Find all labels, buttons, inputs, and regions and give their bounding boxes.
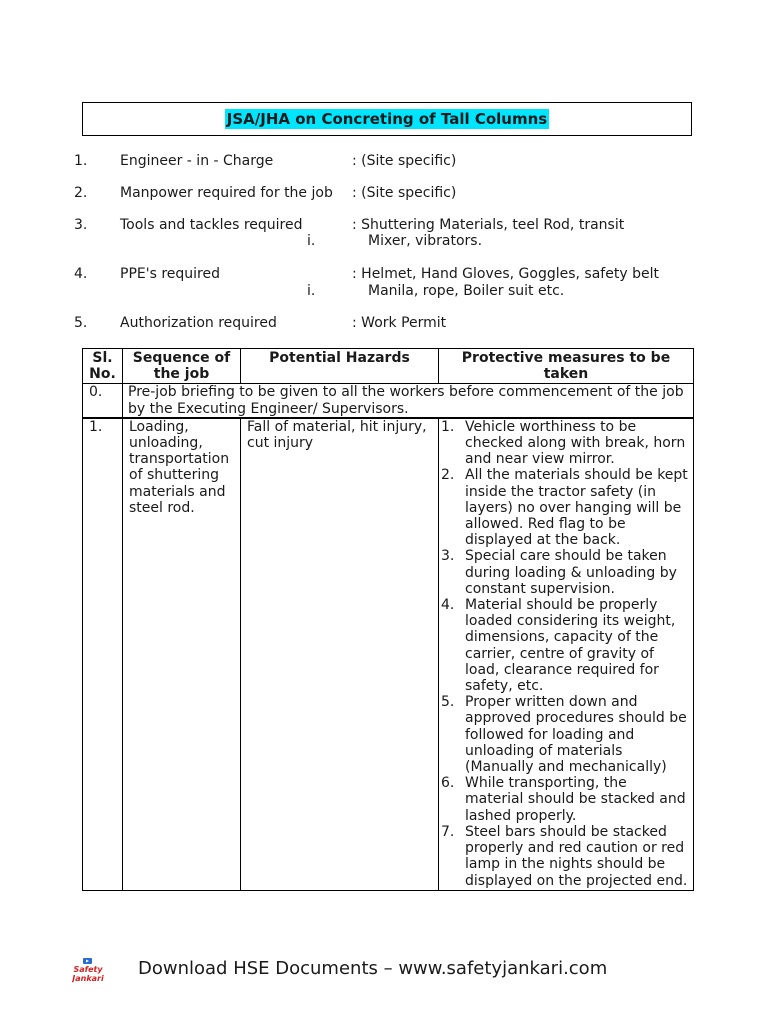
list-item: 6. While transporting, the material should be stacked and lashed properly. bbox=[441, 775, 686, 824]
cell-sl-no: 1. bbox=[83, 418, 123, 890]
document-title: JSA/JHA on Concreting of Tall Columns bbox=[226, 110, 548, 128]
info-label: Manpower required for the job bbox=[120, 185, 333, 201]
jsa-table bbox=[82, 348, 694, 891]
info-value-continued: Mixer, vibrators. bbox=[368, 233, 483, 249]
info-number: 4. bbox=[74, 266, 88, 282]
info-value: : Work Permit bbox=[352, 315, 447, 331]
info-label: PPE's required bbox=[120, 266, 220, 282]
info-value: : Helmet, Hand Gloves, Goggles, safety belt bbox=[352, 266, 659, 282]
list-item: 7. Steel bars should be stacked properly and red caution or red lamp in the nights should be displayed on the projected end. bbox=[441, 823, 688, 889]
list-item: 5. Proper written down and approved procedures should be followed for loading and unloading of materials (Manually and mechanically) bbox=[441, 694, 687, 776]
info-value-continued: Manila, rope, Boiler suit etc. bbox=[368, 283, 565, 299]
list-item: 1. Vehicle worthiness to be checked along with break, horn and near view mirror. bbox=[441, 418, 686, 468]
svg-text:Jankari: Jankari bbox=[72, 974, 104, 983]
info-label: Engineer - in - Charge bbox=[120, 153, 274, 169]
info-value: : (Site specific) bbox=[352, 185, 457, 201]
cell-measures bbox=[439, 418, 694, 890]
info-value: : (Site specific) bbox=[352, 153, 457, 169]
list-item: 4. Material should be properly loaded considering its weight, dimensions, capacity of the carrier, centre of gravity of load, clearance required for safety, etc. bbox=[441, 597, 676, 695]
cell-pre-job-briefing: Pre-job briefing to be given to all the workers before commencement of the job by the Executing Engineer/ Supervisors. bbox=[123, 384, 694, 418]
header-sl-no: Sl. No. bbox=[83, 349, 123, 384]
cell-sequence: Loading, unloading, transportation of shuttering materials and steel rod. bbox=[123, 418, 241, 890]
footer-download-text[interactable]: Download HSE Documents – www.safetyjankari.com bbox=[138, 958, 608, 979]
header-measures: Protective measures to be taken bbox=[439, 349, 694, 384]
list-item: 2. All the materials should be kept inside the tractor safety (in layers) no over hanging will be allowed. Red flag to be displayed at the back. bbox=[441, 467, 688, 549]
header-hazards: Potential Hazards bbox=[241, 349, 439, 384]
list-item: 3. Special care should be taken during loading & unloading by constant supervision. bbox=[441, 548, 677, 597]
info-value: : Shuttering Materials, teel Rod, transit bbox=[352, 217, 625, 233]
title-box bbox=[82, 102, 692, 136]
info-item-ppe bbox=[0, 266, 768, 300]
header-sequence: Sequence of the job bbox=[123, 349, 241, 384]
info-roman-numeral: i. bbox=[307, 233, 316, 249]
cell-sl-no: 0. bbox=[83, 384, 123, 418]
info-item-tools bbox=[0, 217, 768, 251]
table-row bbox=[83, 418, 694, 890]
info-label: Authorization required bbox=[120, 315, 277, 331]
info-number: 5. bbox=[74, 315, 88, 331]
info-label: Tools and tackles required bbox=[120, 217, 303, 233]
safety-jankari-logo bbox=[72, 958, 104, 984]
svg-text:Safety: Safety bbox=[73, 965, 103, 974]
info-number: 3. bbox=[74, 217, 88, 233]
cell-hazards: Fall of material, hit injury, cut injury bbox=[241, 418, 439, 890]
table-header-row bbox=[83, 349, 694, 384]
info-number: 2. bbox=[74, 185, 88, 201]
table-row bbox=[83, 384, 694, 418]
info-roman-numeral: i. bbox=[307, 283, 316, 299]
measures-list bbox=[439, 419, 688, 889]
info-number: 1. bbox=[74, 153, 88, 169]
